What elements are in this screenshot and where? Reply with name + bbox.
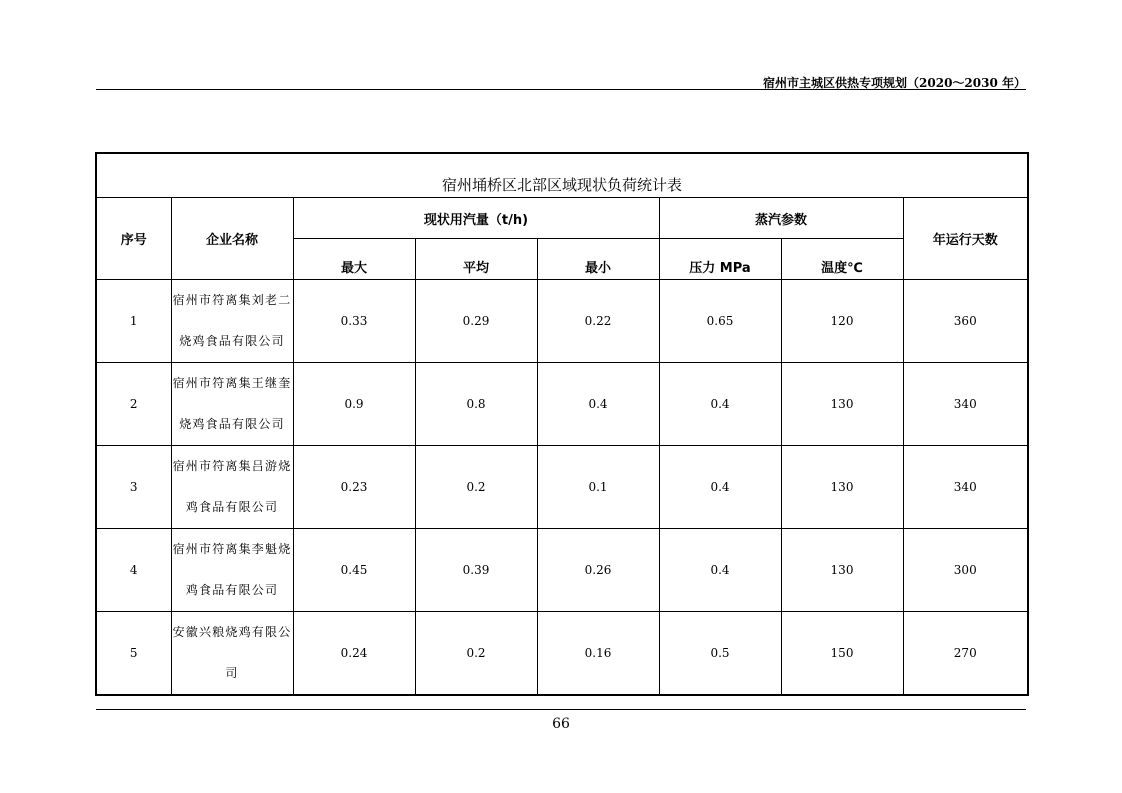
cell-max: 0.33 bbox=[293, 280, 415, 363]
cell-pressure: 0.5 bbox=[659, 612, 781, 696]
cell-avg: 0.29 bbox=[415, 280, 537, 363]
cell-index: 4 bbox=[96, 529, 171, 612]
cell-pressure: 0.4 bbox=[659, 363, 781, 446]
cell-min: 0.1 bbox=[537, 446, 659, 529]
company-name-line2: 烧鸡食品有限公司 bbox=[179, 334, 285, 348]
cell-days: 270 bbox=[903, 612, 1028, 696]
table-row bbox=[96, 612, 1028, 696]
cell-temperature: 130 bbox=[781, 363, 903, 446]
cell-days: 300 bbox=[903, 529, 1028, 612]
header-steam-params: 蒸汽参数 bbox=[659, 198, 903, 239]
cell-company bbox=[171, 280, 293, 363]
header-max: 最大 bbox=[293, 239, 415, 280]
header-temperature: 温度℃ bbox=[781, 239, 903, 280]
company-name-line2: 鸡食品有限公司 bbox=[185, 500, 279, 514]
cell-company bbox=[171, 446, 293, 529]
cell-days: 360 bbox=[903, 280, 1028, 363]
cell-min: 0.4 bbox=[537, 363, 659, 446]
cell-company bbox=[171, 363, 293, 446]
company-name-line2: 鸡食品有限公司 bbox=[185, 583, 279, 597]
cell-temperature: 130 bbox=[781, 529, 903, 612]
header-company: 企业名称 bbox=[171, 198, 293, 280]
company-name-line2: 司 bbox=[225, 666, 239, 680]
footer-divider bbox=[96, 709, 1026, 710]
cell-max: 0.23 bbox=[293, 446, 415, 529]
table-title: 宿州埇桥区北部区域现状负荷统计表 bbox=[96, 153, 1028, 198]
cell-min: 0.26 bbox=[537, 529, 659, 612]
header-min: 最小 bbox=[537, 239, 659, 280]
header-avg: 平均 bbox=[415, 239, 537, 280]
table-row bbox=[96, 363, 1028, 446]
cell-company bbox=[171, 612, 293, 696]
load-statistics-table bbox=[95, 152, 1029, 696]
cell-days: 340 bbox=[903, 363, 1028, 446]
company-name-line1: 宿州市符离集吕游烧 bbox=[172, 459, 292, 473]
cell-avg: 0.2 bbox=[415, 446, 537, 529]
cell-temperature: 150 bbox=[781, 612, 903, 696]
cell-max: 0.9 bbox=[293, 363, 415, 446]
cell-avg: 0.2 bbox=[415, 612, 537, 696]
header-divider bbox=[96, 89, 1026, 90]
header-index: 序号 bbox=[96, 198, 171, 280]
cell-avg: 0.39 bbox=[415, 529, 537, 612]
cell-temperature: 120 bbox=[781, 280, 903, 363]
cell-days: 340 bbox=[903, 446, 1028, 529]
table-row bbox=[96, 446, 1028, 529]
cell-index: 3 bbox=[96, 446, 171, 529]
cell-pressure: 0.65 bbox=[659, 280, 781, 363]
header-steam-usage: 现状用汽量（t/h) bbox=[293, 198, 659, 239]
company-name-line2: 烧鸡食品有限公司 bbox=[179, 417, 285, 431]
cell-max: 0.45 bbox=[293, 529, 415, 612]
cell-company bbox=[171, 529, 293, 612]
cell-index: 2 bbox=[96, 363, 171, 446]
cell-avg: 0.8 bbox=[415, 363, 537, 446]
header-days: 年运行天数 bbox=[903, 198, 1028, 280]
cell-min: 0.16 bbox=[537, 612, 659, 696]
table-row bbox=[96, 280, 1028, 363]
document-header-title: 宿州市主城区供热专项规划（2020〜2030 年） bbox=[763, 76, 1026, 90]
cell-index: 1 bbox=[96, 280, 171, 363]
cell-temperature: 130 bbox=[781, 446, 903, 529]
cell-min: 0.22 bbox=[537, 280, 659, 363]
company-name-line1: 安徽兴粮烧鸡有限公 bbox=[172, 625, 292, 639]
company-name-line1: 宿州市符离集王继奎 bbox=[172, 376, 292, 390]
cell-max: 0.24 bbox=[293, 612, 415, 696]
cell-pressure: 0.4 bbox=[659, 446, 781, 529]
cell-pressure: 0.4 bbox=[659, 529, 781, 612]
company-name-line1: 宿州市符离集刘老二 bbox=[172, 293, 292, 307]
company-name-line1: 宿州市符离集李魁烧 bbox=[172, 542, 292, 556]
header-pressure: 压力 MPa bbox=[659, 239, 781, 280]
page-number: 66 bbox=[552, 716, 570, 732]
table-row bbox=[96, 529, 1028, 612]
cell-index: 5 bbox=[96, 612, 171, 696]
